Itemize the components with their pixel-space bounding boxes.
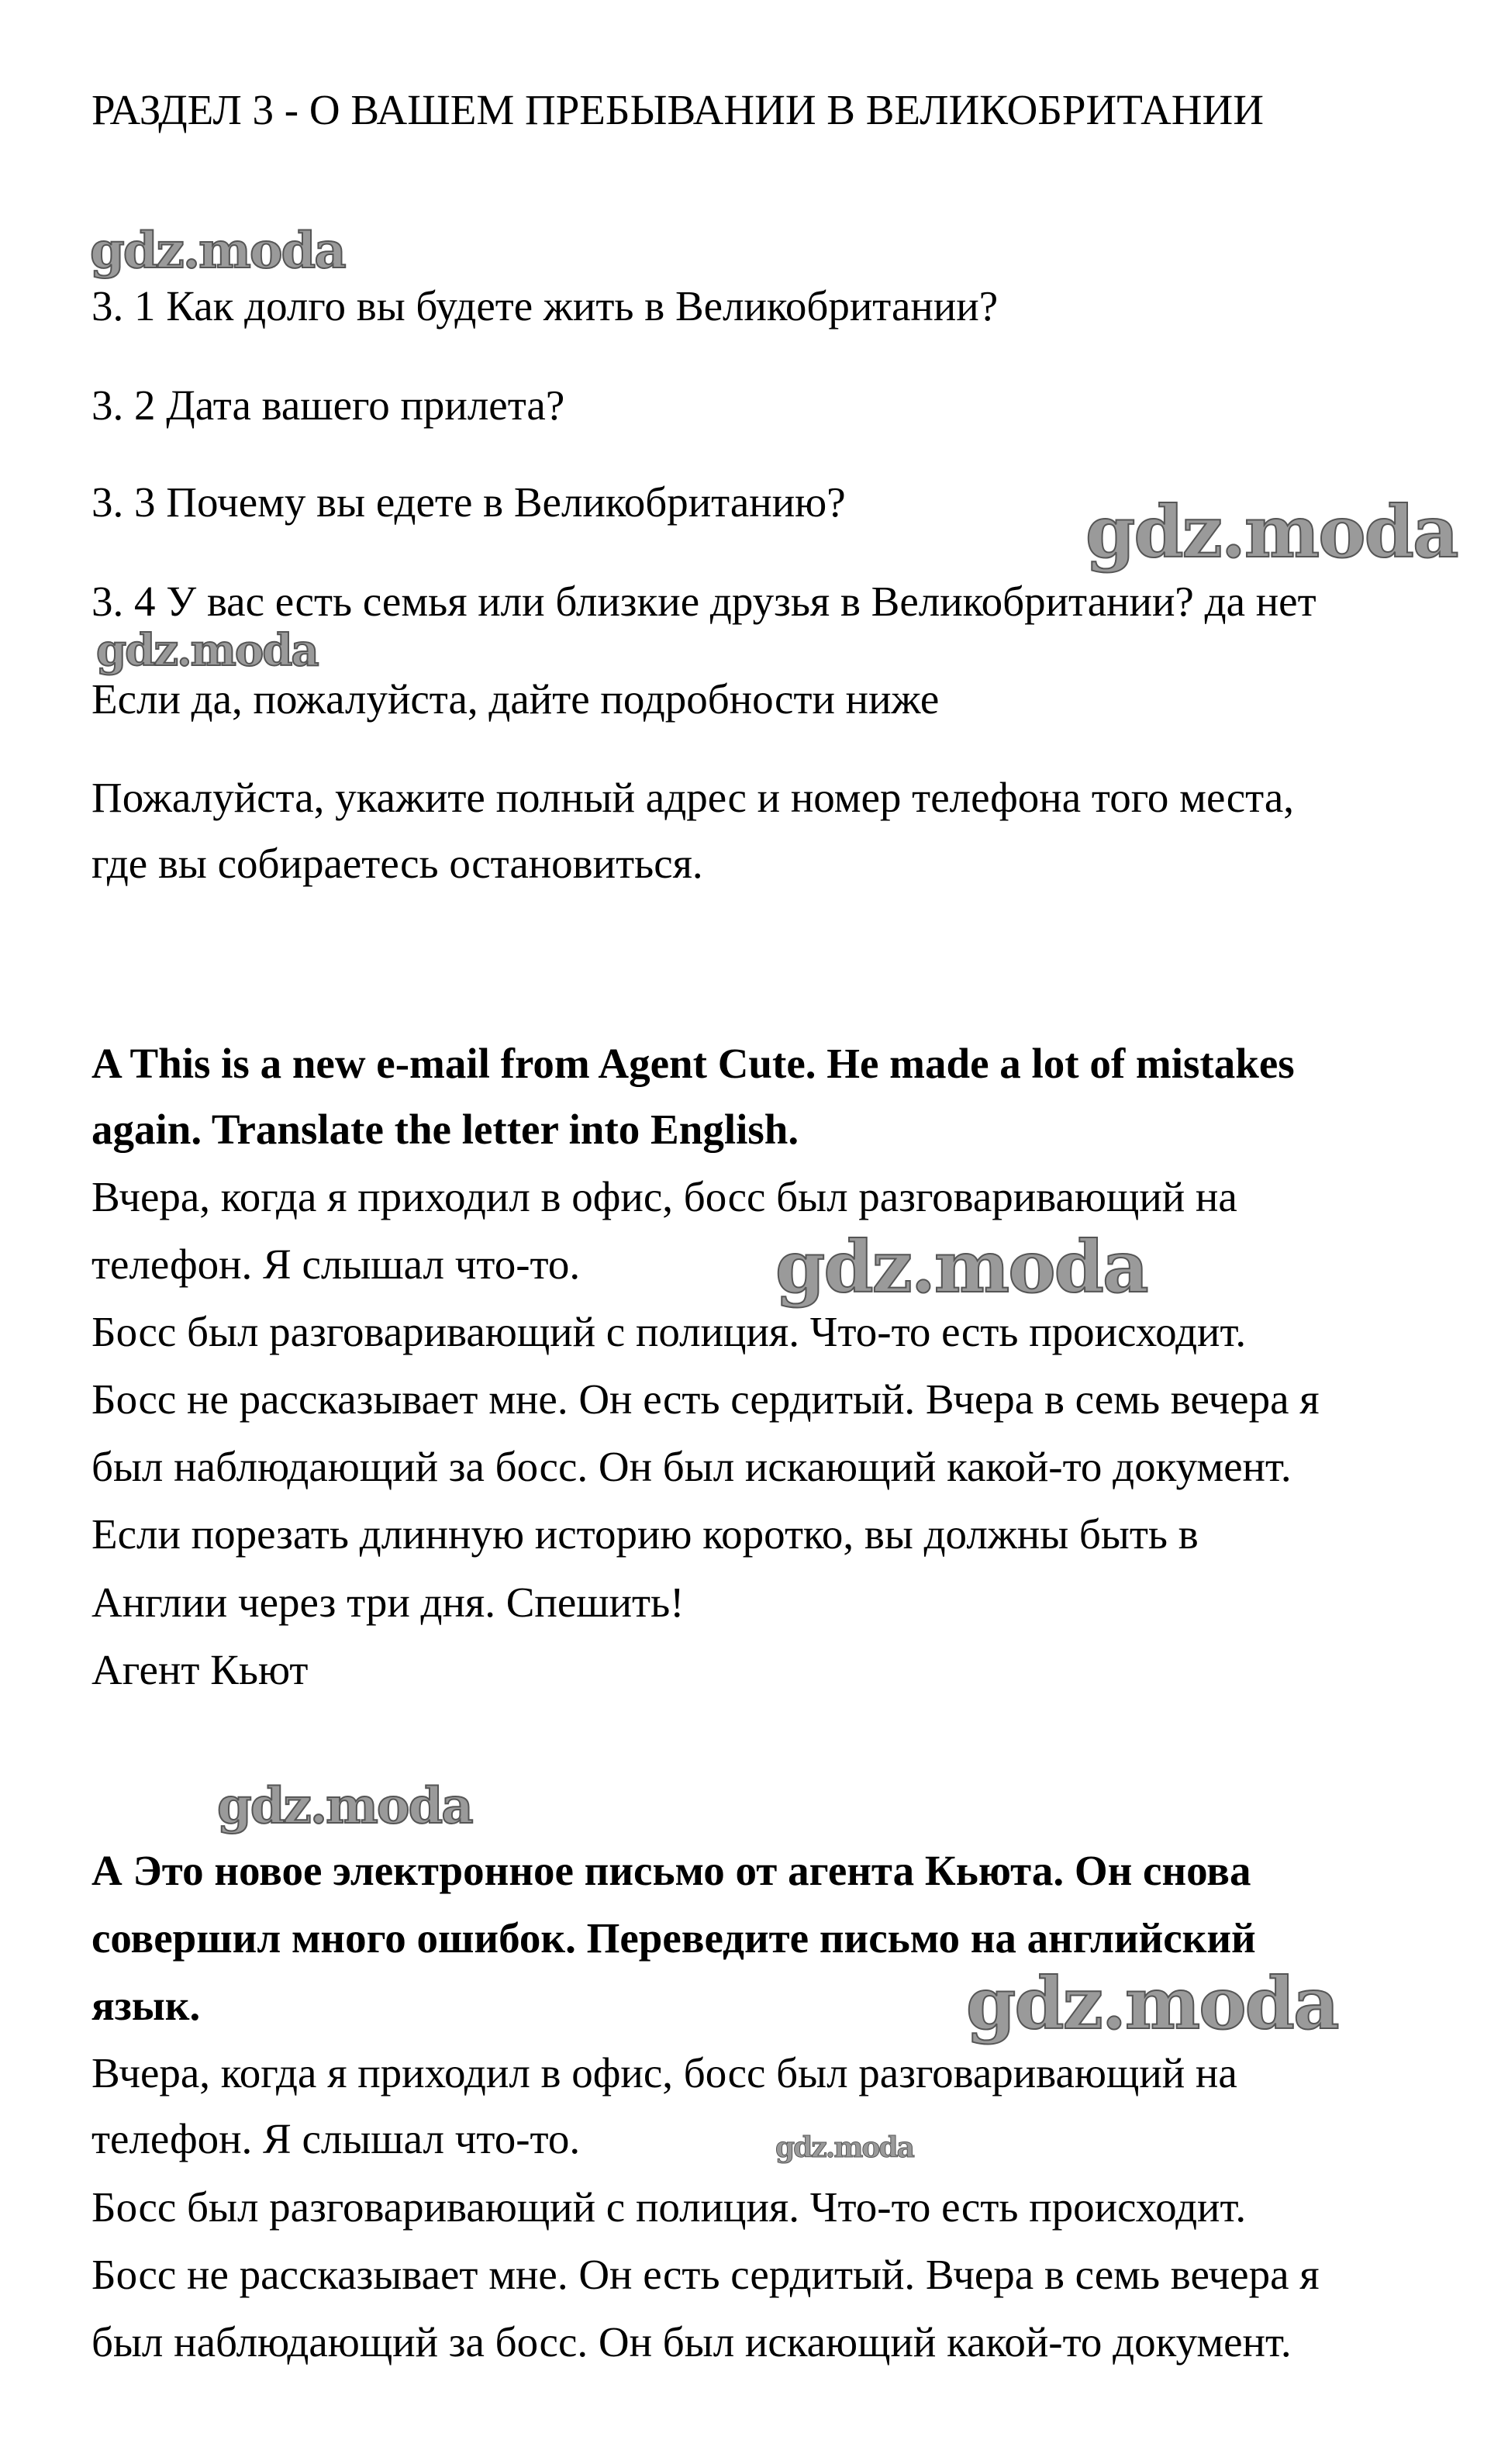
letter-line: телефон. Я слышал что-то. <box>91 2115 581 2162</box>
watermark: gdz.moda <box>775 2131 913 2164</box>
letter-line: Босс был разговаривающий с полиция. Что-то есть происходит. <box>91 1308 1247 1355</box>
watermark: gdz.moda <box>217 1777 472 1835</box>
question-3-4-note: Если да, пожалуйста, дайте подробности ниже <box>91 675 940 723</box>
task-ru-heading-3: язык. <box>91 1982 201 2029</box>
address-line-2: где вы собираетесь остановиться. <box>91 840 703 887</box>
question-3-3: 3. 3 Почему вы едете в Великобританию? <box>91 478 846 526</box>
question-3-4: 3. 4 У вас есть семья или близкие друзья в Великобритании? да нет <box>91 578 1316 625</box>
letter-line: Босс не рассказывает мне. Он есть сердитый. Вчера в семь вечера я <box>91 2251 1320 2298</box>
letter-line: Вчера, когда я приходил в офис, босс был разговаривающий на <box>91 1173 1237 1220</box>
letter-line: Босс не рассказывает мне. Он есть сердитый. Вчера в семь вечера я <box>91 1375 1320 1423</box>
task-en-heading-2: again. Translate the letter into English. <box>91 1106 799 1153</box>
address-line-1: Пожалуйста, укажите полный адрес и номер телефона того места, <box>91 774 1295 821</box>
watermark: gdz.moda <box>775 1225 1147 1309</box>
letter-line: Англии через три дня. Спешить! <box>91 1579 685 1626</box>
question-3-1: 3. 1 Как долго вы будете жить в Великобритании? <box>91 282 999 330</box>
letter-signature: Агент Кьют <box>91 1646 309 1693</box>
letter-line: был наблюдающий за босс. Он был искающий какой-то документ. <box>91 2318 1292 2366</box>
watermark: gdz.moda <box>966 1962 1338 2045</box>
watermark: gdz.moda <box>1085 490 1458 574</box>
section-title: РАЗДЕЛ 3 - О ВАШЕМ ПРЕБЫВАНИИ В ВЕЛИКОБРИТАНИИ <box>91 86 1264 133</box>
letter-line: телефон. Я слышал что-то. <box>91 1241 581 1288</box>
letter-line: был наблюдающий за босс. Он был искающий какой-то документ. <box>91 1443 1292 1490</box>
task-ru-heading-1: А Это новое электронное письмо от агента Кьюта. Он снова <box>91 1847 1251 1894</box>
watermark: gdz.moda <box>96 625 318 676</box>
task-en-heading-1: A This is a new e-mail from Agent Cute. He made a lot of mistakes <box>91 1040 1295 1087</box>
letter-line: Если порезать длинную историю коротко, вы должны быть в <box>91 1510 1199 1558</box>
letter-line: Босс был разговаривающий с полиция. Что-то есть происходит. <box>91 2183 1247 2231</box>
task-ru-heading-2: совершил много ошибок. Переведите письмо на английский <box>91 1914 1256 1962</box>
letter-line: Вчера, когда я приходил в офис, босс был разговаривающий на <box>91 2049 1237 2096</box>
watermark: gdz.moda <box>90 222 345 280</box>
question-3-2: 3. 2 Дата вашего прилета? <box>91 381 565 429</box>
